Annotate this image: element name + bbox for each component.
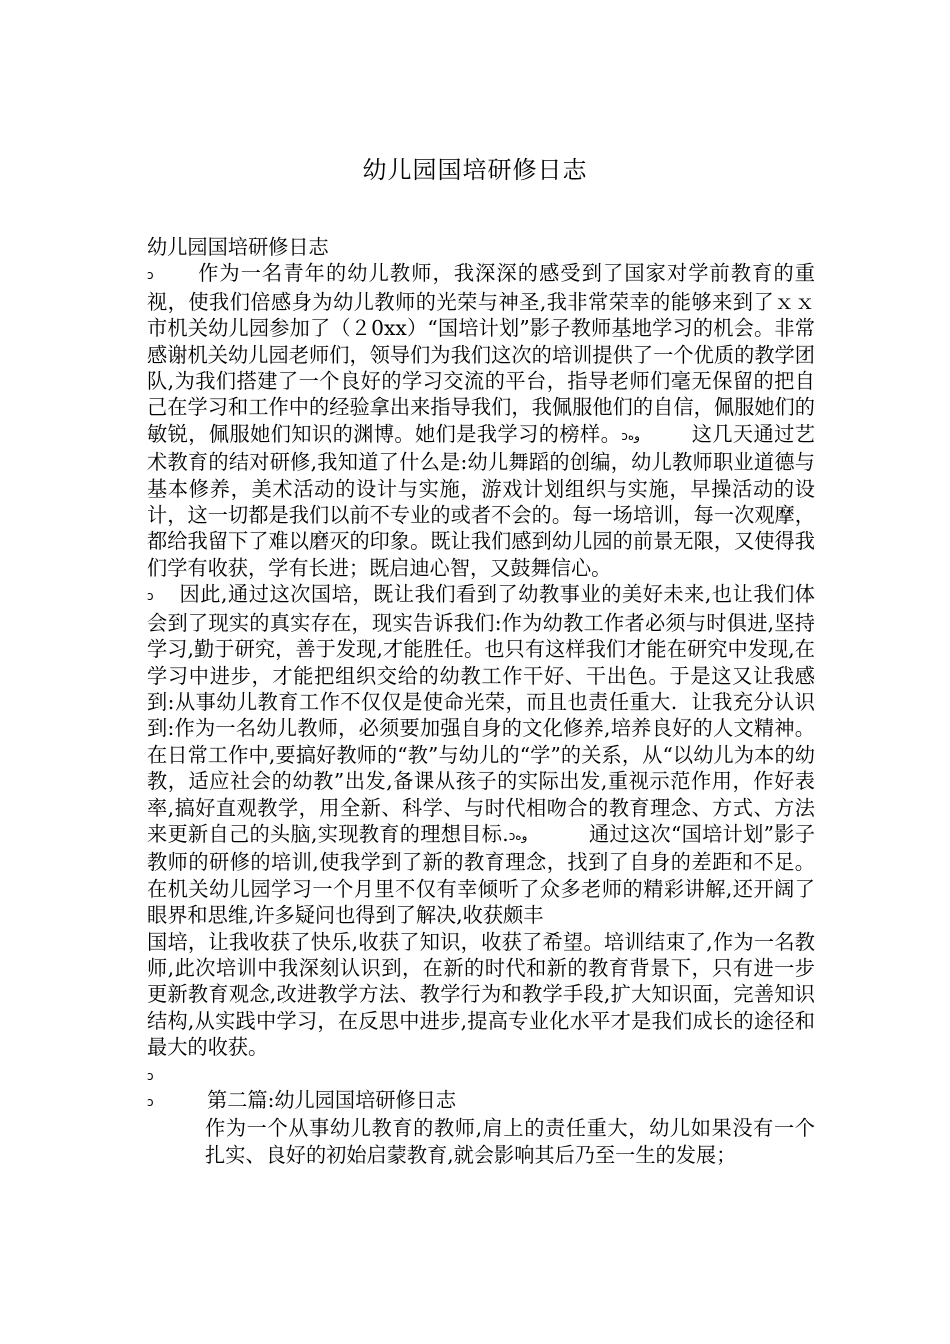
paragraph-3: 国培，让我收获了快乐,收获了知识，收获了希望。培训结束了,作为一名教师,此次培训中我深刻认识到，在新的时代和新的教育背景下，只有进一步更新教育观念,改进教学方法、教学行为和教学手段,扩大知识面，完善知识结构,从实践中学习，在反思中进步,提高专业化水平才是我们成长的途径和最大的收获。: [147, 929, 815, 1060]
paragraph-mark-icon: ↄ: [147, 1094, 154, 1109]
paragraph-mark-icon: ↄ: [147, 1068, 154, 1083]
paragraph-1-text-a: 作为一名青年的幼儿教师，我深深的感受到了国家对学前教育的重视，使我们倍感身为幼儿教师的光荣与神圣,我非常荣幸的能够来到了ｘｘ市机关幼儿园参加了（２0xx）“国培计划”影子教师基地学习的机会。非常感谢机关幼儿园老师们，领导们为我们这次的培训提供了一个优质的教学团队,为我们搭建了一个良好的学习交流的平台，指导老师们毫无保留的把自己在学习和工作中的经验拿出来指导我们，我佩服他们的自信，佩服她们的敏锐，佩服她们知识的渊博。她们是我学习的榜样。: [147, 261, 815, 446]
paragraph-mark-icon: ↄ: [147, 268, 154, 283]
document-title: 幼儿园国培研修日志: [362, 156, 588, 184]
section-2-heading: [147, 1087, 815, 1115]
paragraph-2: [147, 581, 815, 928]
paragraph-4: 作为一个从事幼儿教育的教师,肩上的责任重大，幼儿如果没有一个扎实、良好的初始启蒙教育,就会影响其后乃至一生的发展；: [205, 1116, 815, 1167]
paragraph-mark-icon: ↄوه: [508, 828, 528, 843]
blank-line: [147, 1061, 815, 1087]
paragraph-2-text-b: 通过这次“国培计划”影子教师的研修的培训,使我学到了新的教育理念，找到了自身的差距和不足。在机关幼儿园学习一个月里不仅有幸倾听了众多老师的精彩讲解,还开阔了眼界和思维,许多疑问也得到了解决,收获颇丰: [147, 821, 815, 928]
paragraph-1-text-b: 这几天通过艺术教育的结对研修,我知道了什么是:幼儿舞蹈的创编，幼儿教师职业道德与基本修养，美术活动的设计与实施，游戏计划组织与实施，早操活动的设计，这一切都是我们以前不专业的或者不会的。每一场培训，每一次观摩，都给我留下了难以磨灭的印象。既让我们感到幼儿园的前景无限，又使得我们学有收获，学有长进；既启迪心智，又鼓舞信心。: [147, 421, 815, 580]
paragraph-2-text-a: 因此,通过这次国培，既让我们看到了幼教事业的美好未来,也让我们体会到了现实的真实存在，现实告诉我们:作为幼教工作者必须与时俱进,坚持学习,勤于研究，善于发现,才能胜任。也只有这样我们才能在研究中发现,在学习中进步，才能把组织交给的幼教工作干好、干出色。于是这又让我感到:从事幼儿教育工作不仅仅是使命光荣，而且也责任重大．让我充分认识到:作为一名幼儿教师，必须要加强自身的文化修养,培养良好的人文精神。在日常工作中,要搞好教师的“教”与幼儿的“学”的关系，从“以幼儿为本的幼教，适应社会的幼教”出发,备课从孩子的实际出发,重视示范作用，作好表率,搞好直观教学，用全新、科学、与时代相吻合的教育理念、方式、方法来更新自己的头脑,实现教育的理想目标.: [147, 582, 815, 846]
paragraph-1: [147, 260, 815, 581]
document-body: [147, 234, 815, 1168]
subtitle: 幼儿园国培研修日志: [147, 235, 329, 259]
paragraph-mark-icon: ↄ: [147, 589, 154, 604]
paragraph-mark-icon: ↄوه: [621, 428, 640, 443]
section-2-title: 第二篇:幼儿园国培研修日志: [207, 1087, 457, 1112]
